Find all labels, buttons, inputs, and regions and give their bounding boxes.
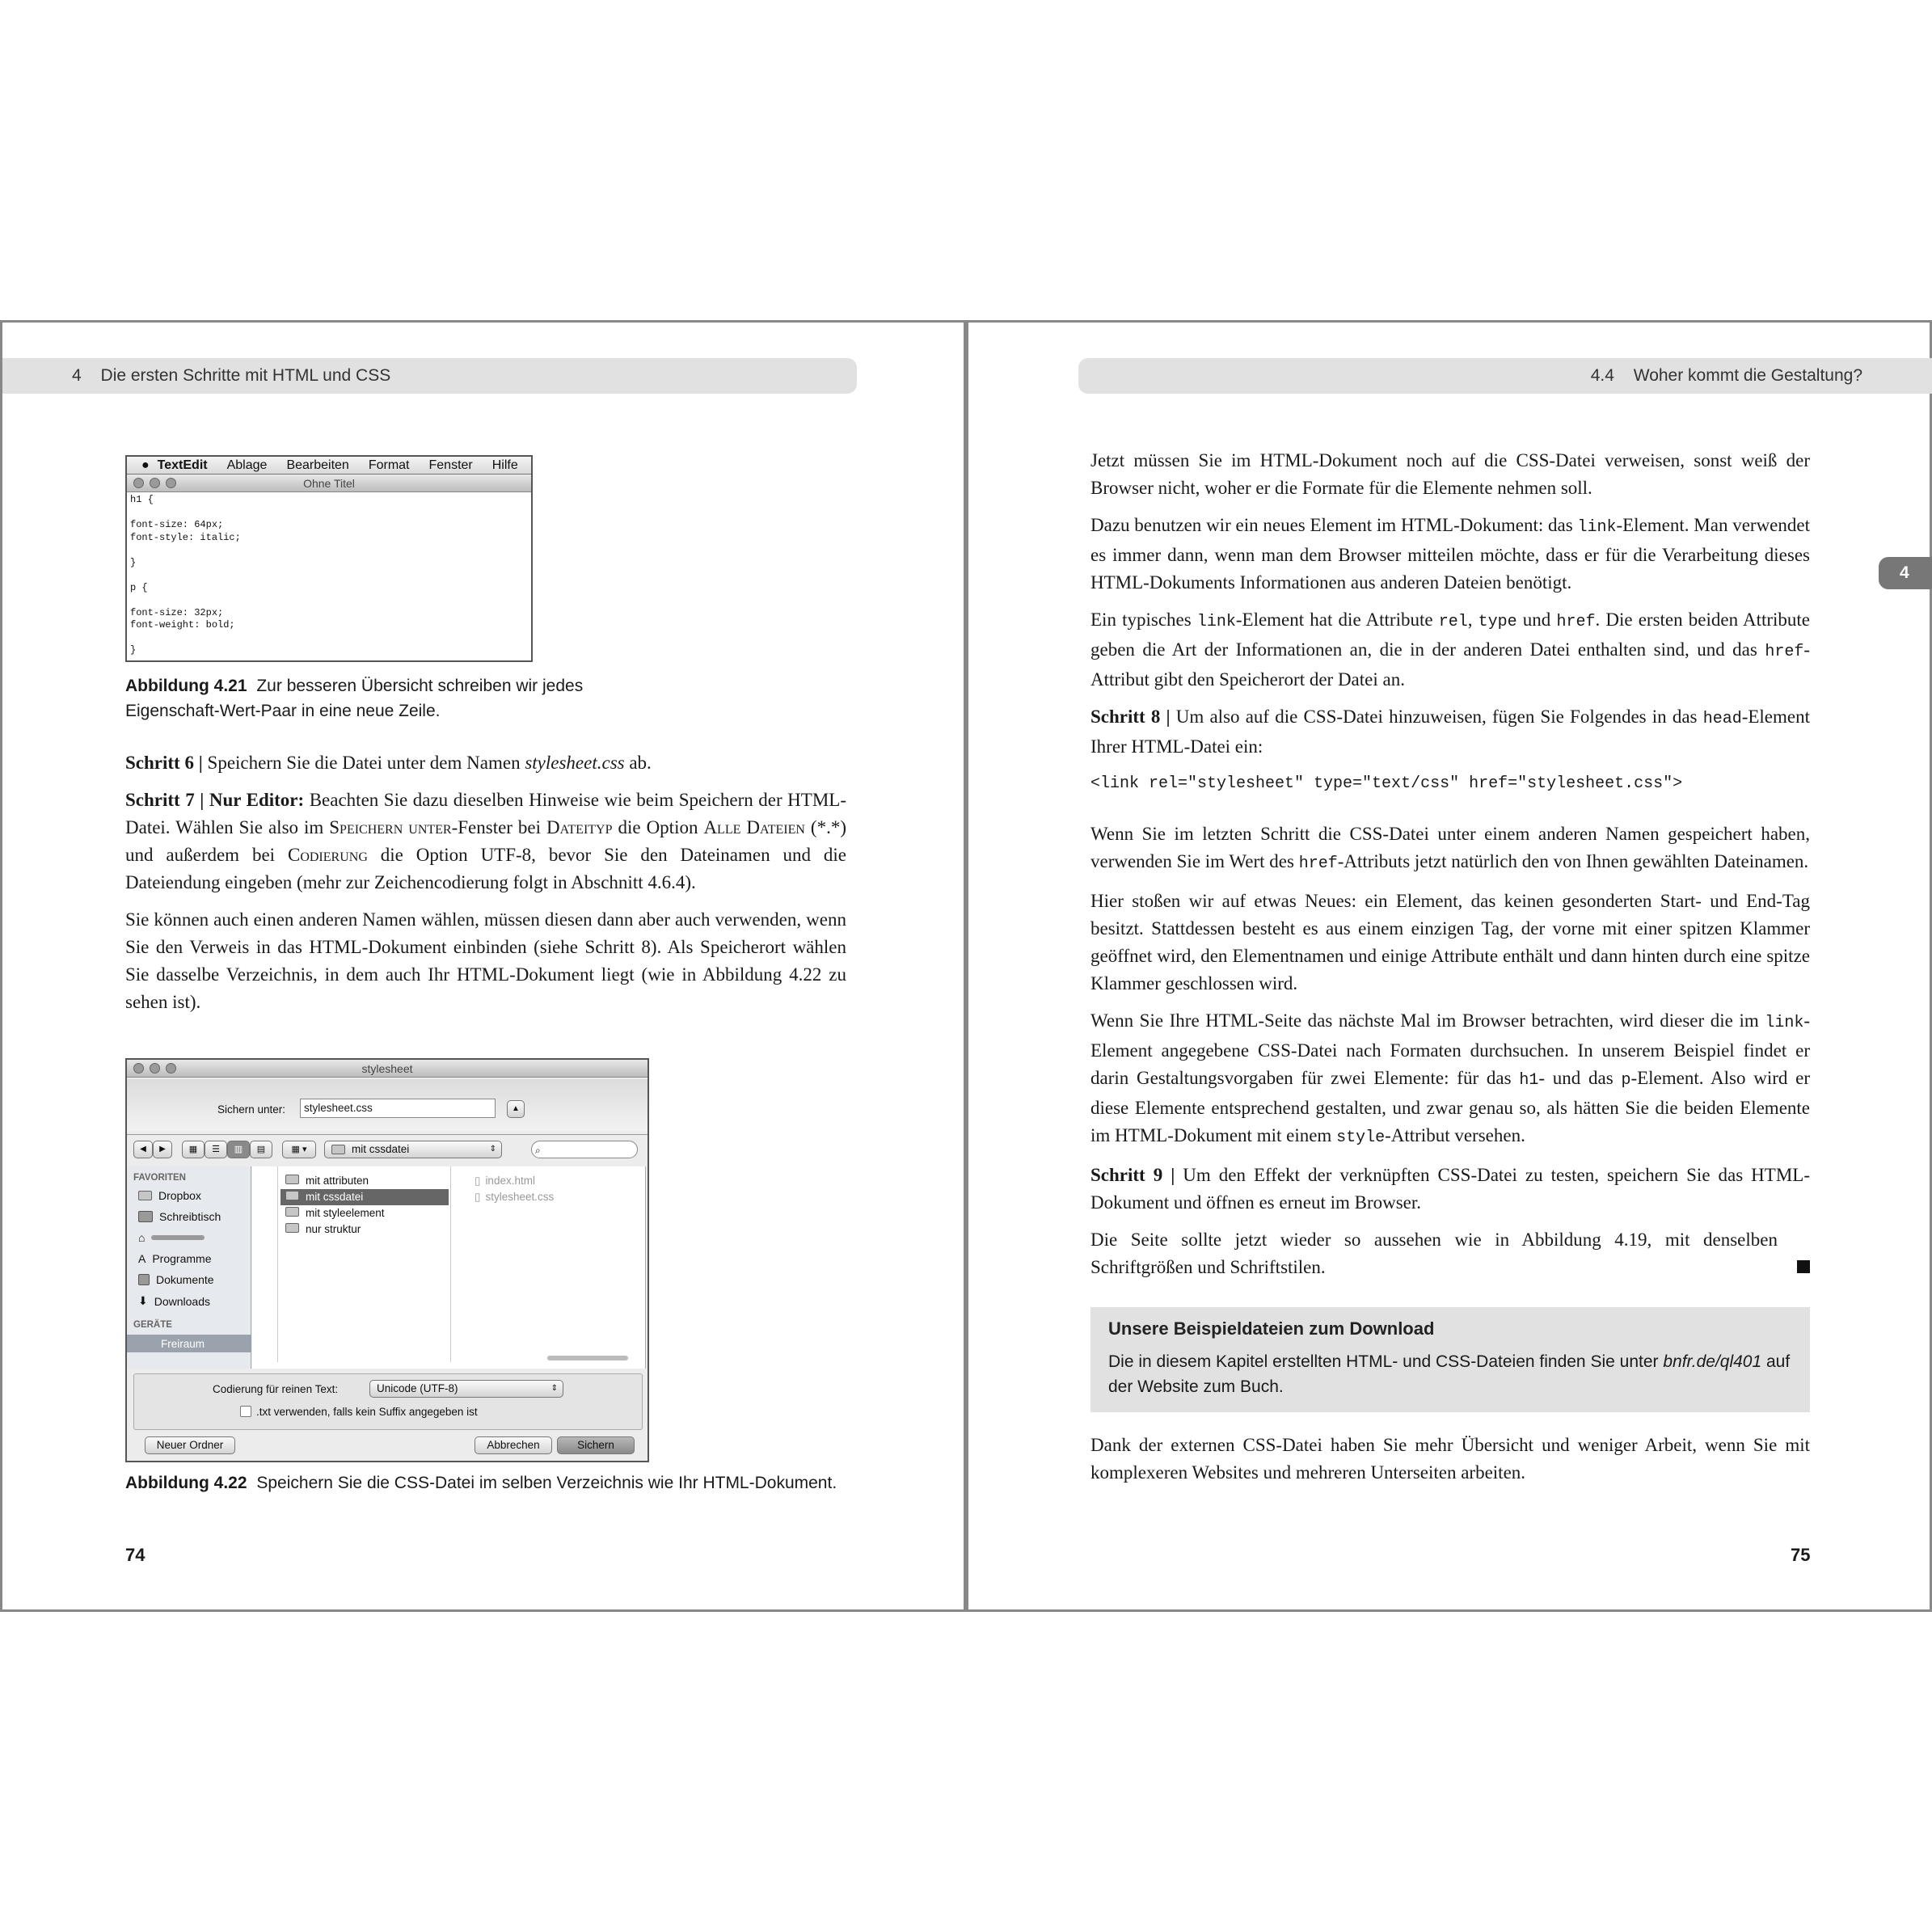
search-icon: ⌕ (535, 1145, 541, 1156)
sidebar-item-label: Freiraum (161, 1338, 205, 1350)
thumb-tab-label: 4 (1900, 563, 1909, 582)
file-index-html[interactable] (475, 1175, 535, 1187)
applications-icon: A (138, 1252, 146, 1265)
sidebar-item-label: Dropbox (158, 1189, 201, 1202)
folder-mit-cssdatei[interactable] (285, 1191, 363, 1203)
ui-term: Alle Dateien (703, 817, 805, 837)
text: Um also auf die CSS-Datei hinzuweisen, fügen Sie Folgendes in das (1170, 707, 1703, 727)
sidebar-item-home[interactable] (138, 1231, 205, 1244)
checkbox-label: .txt verwenden, falls kein Suffix angegeben ist (256, 1406, 478, 1418)
sidebar-heading-devices: GERÄTE (133, 1320, 172, 1330)
file-label: stylesheet.css (485, 1191, 555, 1203)
arrange-button[interactable]: ▦ ▾ (282, 1141, 316, 1158)
paragraph (1090, 606, 1810, 694)
path-popup-label: mit cssdatei (352, 1143, 410, 1155)
step-6 (125, 749, 846, 777)
text: -Element hat die Attribute (1235, 610, 1439, 630)
caption-text: Speichern Sie die CSS-Datei im selben Verzeichnis wie Ihr HTML-Dokument. (256, 1474, 837, 1492)
text: ab. (624, 753, 652, 773)
code-listing: <link rel="stylesheet" type="text/css" href="stylesheet.css"> (1090, 774, 1683, 793)
text: -Element. Also wird er diese Elemente entsprechend gestalten, und zwar genau so, als hätten Sie die beiden Elemente im HTML-Dokument mit einem (1090, 1068, 1810, 1145)
list-view-button[interactable]: ☰ (205, 1141, 227, 1158)
folder-icon (285, 1223, 299, 1233)
sidebar-item-label: Programme (152, 1252, 212, 1265)
folder-mit-styleelement[interactable] (285, 1207, 385, 1219)
code-term: href (1298, 854, 1338, 873)
downloads-icon: ⬇ (138, 1294, 148, 1307)
text: Die in diesem Kapitel erstellten HTML- und CSS-Dateien finden Sie unter (1108, 1352, 1664, 1371)
step-9 (1090, 1162, 1810, 1217)
text: Wenn Sie im letzten Schritt die CSS-Datei unter einem anderen Namen gespeichert haben, verwenden Sie im Wert des (1090, 824, 1810, 871)
popup-arrows-icon: ⇕ (550, 1384, 558, 1393)
close-icon (133, 1063, 144, 1074)
text: auf der Website zum Buch. (1108, 1352, 1791, 1396)
folder-nur-struktur[interactable] (285, 1223, 361, 1235)
apple-icon: ● (141, 458, 150, 472)
folder-label: mit attributen (306, 1175, 369, 1187)
text: -Attributs jetzt natürlich den von Ihnen gewählten Dateinamen. (1337, 851, 1809, 871)
desktop-icon (138, 1211, 153, 1222)
left-page (0, 320, 966, 1612)
folder-icon (285, 1207, 299, 1217)
window-titlebar (127, 1060, 648, 1078)
text: Die Seite sollte jetzt wieder so aussehen wie in Abbildung 4.19, mit denselben Schriftgrößen und Schriftstilen. (1090, 1230, 1778, 1277)
text: . Die ersten beiden Attribute geben die Art der Informationen an, die in der anderen Datei enthalten sind, und das (1090, 610, 1811, 660)
text: Um den Effekt der verknüpften CSS-Datei zu testen, speichern Sie das HTML-Dokument und öffnen es erneut im Browser. (1090, 1165, 1810, 1213)
code-term: h1 (1519, 1071, 1539, 1090)
ui-term: Dateityp (546, 817, 613, 837)
column-divider (277, 1166, 278, 1362)
paragraph (1090, 1226, 1810, 1281)
window-titlebar (127, 475, 531, 492)
save-button[interactable]: Sichern (557, 1436, 635, 1454)
text: Ein typisches (1090, 610, 1197, 630)
caption-text: Zur besseren Übersicht schreiben wir jedes Eigenschaft-Wert-Paar in eine neue Zeile. (125, 677, 584, 720)
file-stylesheet-css[interactable] (475, 1191, 554, 1204)
sidebar-item-documents[interactable] (138, 1273, 214, 1286)
text: -Attribut versehen. (1385, 1125, 1525, 1145)
window-title: stylesheet (361, 1062, 413, 1075)
forward-button[interactable]: ▶ (153, 1141, 172, 1158)
save-as-label: Sichern unter: (217, 1103, 286, 1116)
home-icon: ⌂ (138, 1231, 146, 1244)
infobox-title: Unsere Beispieldateien zum Download (1108, 1318, 1435, 1339)
menu-item: Bearbeiten (286, 458, 349, 472)
section-number: 4.4 (1590, 366, 1614, 385)
section-title: Woher kommt die Gestaltung? (1633, 366, 1862, 385)
menu-item: Fenster (428, 458, 473, 472)
txt-suffix-checkbox[interactable] (240, 1406, 251, 1417)
new-folder-button[interactable]: Neuer Ordner (145, 1436, 235, 1454)
folder-icon (331, 1145, 345, 1154)
code-term: head (1702, 710, 1742, 728)
sidebar-item-programs[interactable] (138, 1252, 211, 1265)
sidebar-item-downloads[interactable] (138, 1294, 210, 1308)
text: -Fenster bei (451, 817, 547, 837)
sidebar-item-desktop[interactable] (138, 1210, 221, 1223)
step-label: Schritt 6 | (125, 753, 203, 773)
code-term: p (1621, 1071, 1631, 1090)
text: die Option (612, 817, 704, 837)
column-view-button[interactable]: ▥ (227, 1141, 250, 1158)
text: -Attribut gibt den Speicherort der Datei an. (1090, 639, 1810, 690)
folder-label: mit cssdatei (306, 1191, 364, 1203)
running-header-right (1078, 358, 1932, 394)
code-term: link (1577, 518, 1617, 537)
menu-item: Hilfe (491, 458, 518, 472)
folder-label: mit styleelement (306, 1207, 385, 1219)
figure-caption (125, 1470, 853, 1495)
sidebar-item-label: Downloads (154, 1294, 210, 1308)
coverflow-button[interactable]: ▤ (250, 1141, 272, 1158)
menu-bar (127, 457, 531, 475)
text: Wenn Sie Ihre HTML-Seite das nächste Mal im Browser betrachten, wird dieser die im (1090, 1010, 1765, 1031)
encoding-label: Codierung für reinen Text: (213, 1383, 339, 1395)
folder-icon (285, 1191, 299, 1200)
code-term: type (1478, 613, 1517, 631)
sidebar-heading-favorites: FAVORITEN (133, 1173, 186, 1183)
redacted-name (151, 1235, 205, 1240)
step-label: Schritt 8 | (1090, 707, 1171, 727)
sidebar-item-dropbox[interactable] (138, 1189, 201, 1202)
back-button[interactable]: ◀ (133, 1141, 153, 1158)
thumb-tab (1879, 557, 1932, 589)
code-term: link (1765, 1014, 1804, 1032)
textedit-screenshot (125, 455, 533, 662)
paragraph: Sie können auch einen anderen Namen wählen, müssen diesen dann aber auch verwenden, wenn Sie den Verweis in das HTML-Dokument einbinden (siehe Schritt 8). Als Speicherort wählen Sie dasselbe Verzeichnis, in dem auch Ihr HTML-Dokument liegt (wie in Abbildung 4.22 zu sehen ist). (125, 909, 846, 1012)
folder-mit-attributen[interactable] (285, 1175, 369, 1187)
code-term: style (1336, 1128, 1386, 1147)
paragraph: Hier stoßen wir auf etwas Neues: ein Element, das keinen gesonderten Start- und End-Tag besitzt. Stattdessen besteht es aus einem einzigen Tag, der vorne mit einer spitzen Klammer geöffnet wird, den Elementnamen und einige Attribute enthält und dann hinten durch eine spitze Klammer geschlossen wird. (1090, 891, 1810, 993)
horizontal-scrollbar[interactable] (547, 1356, 628, 1360)
folder-icon (285, 1175, 299, 1184)
infobox-text (1108, 1349, 1795, 1399)
code-term: rel (1438, 613, 1468, 631)
save-dialog-screenshot (125, 1058, 649, 1462)
ui-term: Codierung (287, 845, 368, 865)
right-page (966, 320, 1932, 1612)
cancel-button[interactable]: Abbrechen (475, 1436, 552, 1454)
step-label: Schritt 7 | Nur Editor: (125, 790, 305, 810)
code-term: link (1196, 613, 1236, 631)
text: (*.*) und außerdem bei (125, 817, 846, 865)
menu-item: Format (368, 458, 410, 472)
encoding-value: Unicode (UTF-8) (377, 1382, 458, 1394)
text: -Element Ihrer HTML-Datei ein: (1090, 707, 1810, 757)
popup-arrows-icon: ⇕ (489, 1145, 496, 1154)
expand-button[interactable]: ▲ (507, 1100, 525, 1118)
paragraph (1090, 1007, 1810, 1152)
right-body-text-end (1090, 1432, 1810, 1496)
step-label: Schritt 9 | (1090, 1165, 1175, 1185)
zoom-icon (166, 1063, 176, 1074)
window-buttons (133, 478, 182, 488)
sidebar-item-label: Dokumente (156, 1273, 214, 1286)
chapter-number: 4 (72, 366, 82, 385)
text: Dazu benutzen wir ein neues Element im HTML-Dokument: das (1090, 515, 1578, 535)
left-body-text (125, 749, 846, 1026)
text: die Option UTF-8, bevor Sie den Dateinamen und die Dateiendung eingeben (mehr zur Zeichencodierung folgt in Abschnitt 4.6.4). (125, 845, 847, 892)
window-buttons (133, 1063, 182, 1074)
folder-icon (138, 1191, 152, 1200)
caption-label: Abbildung 4.21 (125, 677, 247, 695)
step-8 (1090, 703, 1810, 761)
path-popup[interactable] (324, 1141, 502, 1158)
minimize-icon (150, 478, 160, 488)
icon-view-button[interactable]: ▦ (182, 1141, 205, 1158)
css-code: h1 { font-size: 64px; font-style: italic; } p { font-size: 32px; font-weight: bold; } (130, 494, 241, 656)
text: - und das (1538, 1068, 1622, 1088)
text: -Element angegebene CSS-Datei nach Formaten durchsuchen. In unserem Beispiel findet er darin Gestaltungsvorgaben für zwei Elemente: für das (1090, 1010, 1810, 1088)
text: , (1467, 610, 1479, 630)
code-term: href (1556, 613, 1596, 631)
figure-caption (125, 673, 610, 723)
file-label: index.html (485, 1175, 535, 1187)
menu-item: Ablage (226, 458, 268, 472)
folder-label: nur struktur (306, 1223, 361, 1235)
save-as-field[interactable]: stylesheet.css (300, 1099, 496, 1118)
file-name: stylesheet.css (525, 753, 625, 773)
paragraph (1090, 820, 1810, 878)
file-icon: ▯ (475, 1175, 481, 1187)
text: Beachten Sie dazu dieselben Hinweise wie beim Speichern der HTML-Datei. Wählen Sie also im (125, 790, 846, 837)
close-icon (133, 478, 144, 488)
text: und (1516, 610, 1557, 630)
ui-term: Speichern unter (329, 817, 452, 837)
code-term: href (1765, 643, 1804, 661)
page-number: 74 (125, 1545, 146, 1565)
running-header-left (2, 358, 857, 394)
documents-icon (138, 1274, 150, 1285)
divider (127, 1134, 649, 1135)
paragraph: Dank der externen CSS-Datei haben Sie mehr Übersicht und weniger Arbeit, wenn Sie mit komplexeren Websites und mehreren Unterseiten arbeiten. (1090, 1435, 1810, 1483)
window-title: Ohne Titel (303, 477, 355, 490)
download-infobox (1090, 1307, 1810, 1412)
menu-app-name: TextEdit (157, 458, 208, 472)
download-link[interactable]: bnfr.de/ql401 (1663, 1352, 1762, 1371)
caption-label: Abbildung 4.22 (125, 1474, 247, 1492)
column-divider (450, 1166, 451, 1362)
sidebar-item-label: Schreibtisch (159, 1210, 221, 1223)
step-7 (125, 787, 846, 896)
right-body-text (1090, 447, 1810, 1291)
end-marker-icon (1797, 1260, 1810, 1273)
paragraph: Jetzt müssen Sie im HTML-Dokument noch auf die CSS-Datei verweisen, sonst weiß der Browser nicht, woher er die Formate für die Elemente nehmen soll. (1090, 450, 1810, 498)
page-number: 75 (1791, 1545, 1811, 1565)
file-icon: ▯ (475, 1191, 481, 1203)
zoom-icon (166, 478, 176, 488)
encoding-select[interactable] (369, 1380, 563, 1398)
minimize-icon (150, 1063, 160, 1074)
text: -Element. Man verwendet es immer dann, wenn man dem Browser mitteilen möchte, dass er für die Verarbeitung dieses HTML-Dokuments Informationen aus anderen Dateien benötigt. (1090, 515, 1810, 593)
chapter-title: Die ersten Schritte mit HTML und CSS (100, 366, 391, 385)
text: Speichern Sie die Datei unter dem Namen (202, 753, 525, 773)
search-field[interactable] (531, 1141, 638, 1158)
paragraph (1090, 512, 1810, 597)
